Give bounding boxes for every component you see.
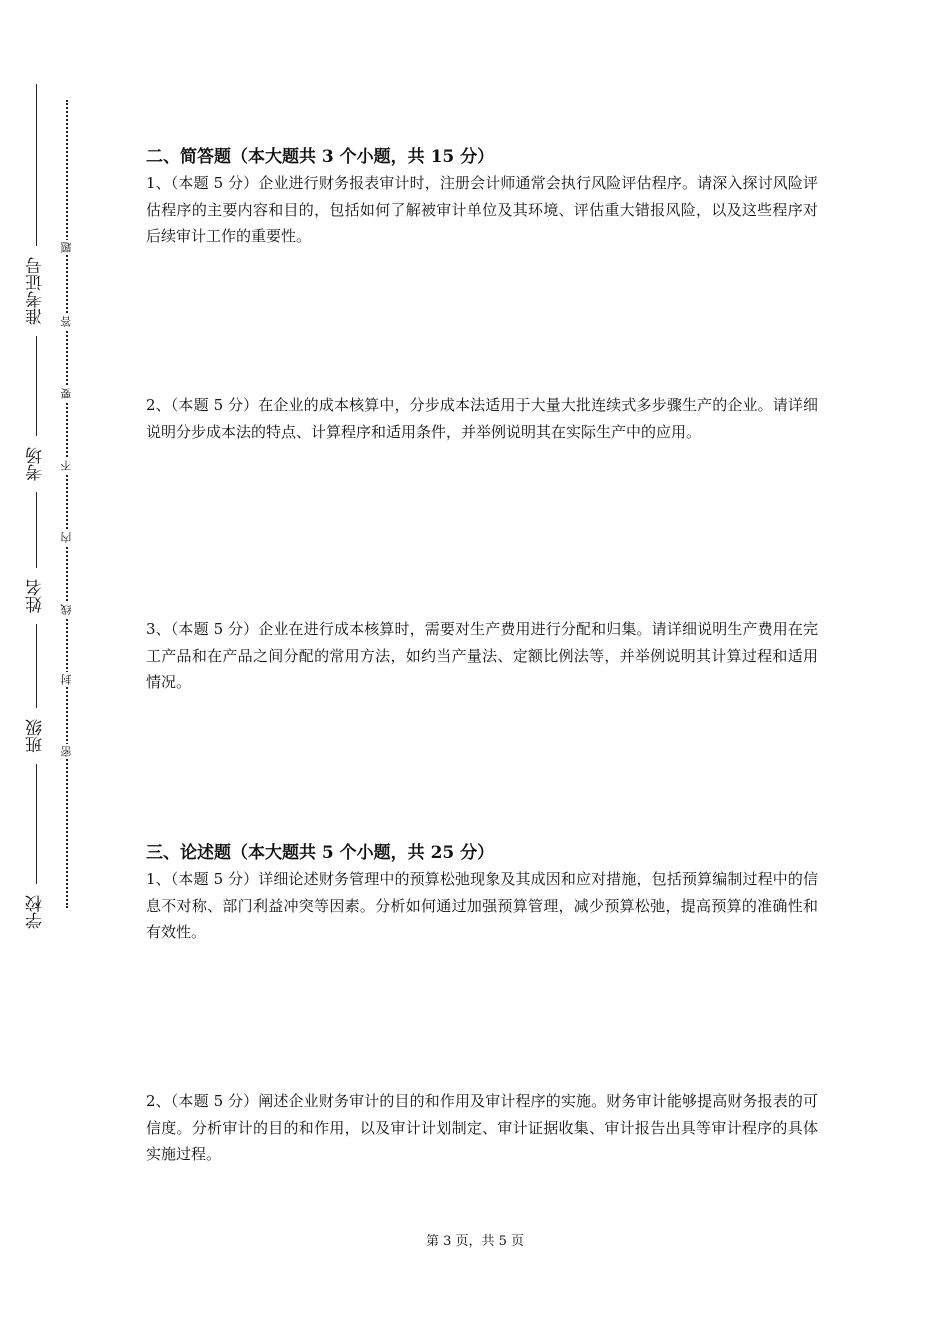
question-block <box>146 392 818 445</box>
school-line <box>36 764 37 884</box>
question-text: 2、（本题 5 分）阐述企业财务审计的目的和作用及审计程序的实施。财务审计能够提高财务报表的可信度。分析审计的目的和作用，以及审计计划制定、审计证据收集、审计报告出具等审计程序的具体实施过程。 <box>146 1092 818 1163</box>
seal-char: 线 <box>60 604 73 615</box>
section-title: 三、论述题（本大题共 5 个小题，共 25 分） <box>146 843 495 863</box>
question-text: 3、（本题 5 分）企业在进行成本核算时，需要对生产费用进行分配和归集。请详细说明生产费用在完工产品和在产品之间分配的常用方法，如约当产量法、定额比例法等，并举例说明其计算过程和适用情况。 <box>146 620 818 691</box>
seal-char: 封 <box>60 674 73 685</box>
question-text: 1、（本题 5 分）详细论述财务管理中的预算松弛现象及其成因和应对措施，包括预算编制过程中的信息不对称、部门利益冲突等因素。分析如何通过加强预算管理，减少预算松弛，提高预算的准确性和有效性。 <box>146 870 818 941</box>
question-text: 1、（本题 5 分）企业进行财务报表审计时，注册会计师通常会执行风险评估程序。请深入探讨风险评估程序的主要内容和目的，包括如何了解被审计单位及其环境、评估重大错报风险，以及这些程序对后续审计工作的重要性。 <box>146 174 818 245</box>
question-text: 2、（本题 5 分）在企业的成本核算中，分步成本法适用于大量大批连续式多步骤生产的企业。请详细说明分步成本法的特点、计算程序和适用条件，并举例说明其在实际生产中的应用。 <box>146 396 818 441</box>
name-label: 姓名 <box>26 579 46 613</box>
exam-number-label: 准考证号 <box>26 257 46 325</box>
section-title: 二、简答题（本大题共 3 个小题，共 15 分） <box>146 147 495 167</box>
school-label: 学校 <box>26 895 46 929</box>
exam-number-line <box>36 84 37 246</box>
class-label: 班级 <box>26 719 46 753</box>
question-block <box>146 1088 818 1168</box>
seal-char: 内 <box>60 532 73 543</box>
exam-room-line <box>36 336 37 436</box>
name-line <box>36 492 37 568</box>
seal-dotted-line <box>66 100 68 908</box>
section-short-answer <box>146 144 818 250</box>
seal-char: 答 <box>60 316 73 327</box>
seal-char: 题 <box>60 242 73 253</box>
seal-char: 不 <box>60 460 73 471</box>
class-line <box>36 624 37 708</box>
question-block <box>146 616 818 696</box>
seal-char: 要 <box>60 388 73 399</box>
page-number: 第 3 页，共 5 页 <box>425 1234 525 1249</box>
section-essay <box>146 840 818 946</box>
exam-room-label: 考场 <box>26 447 46 481</box>
seal-char: 密 <box>60 746 73 757</box>
binding-margin <box>0 0 110 1344</box>
